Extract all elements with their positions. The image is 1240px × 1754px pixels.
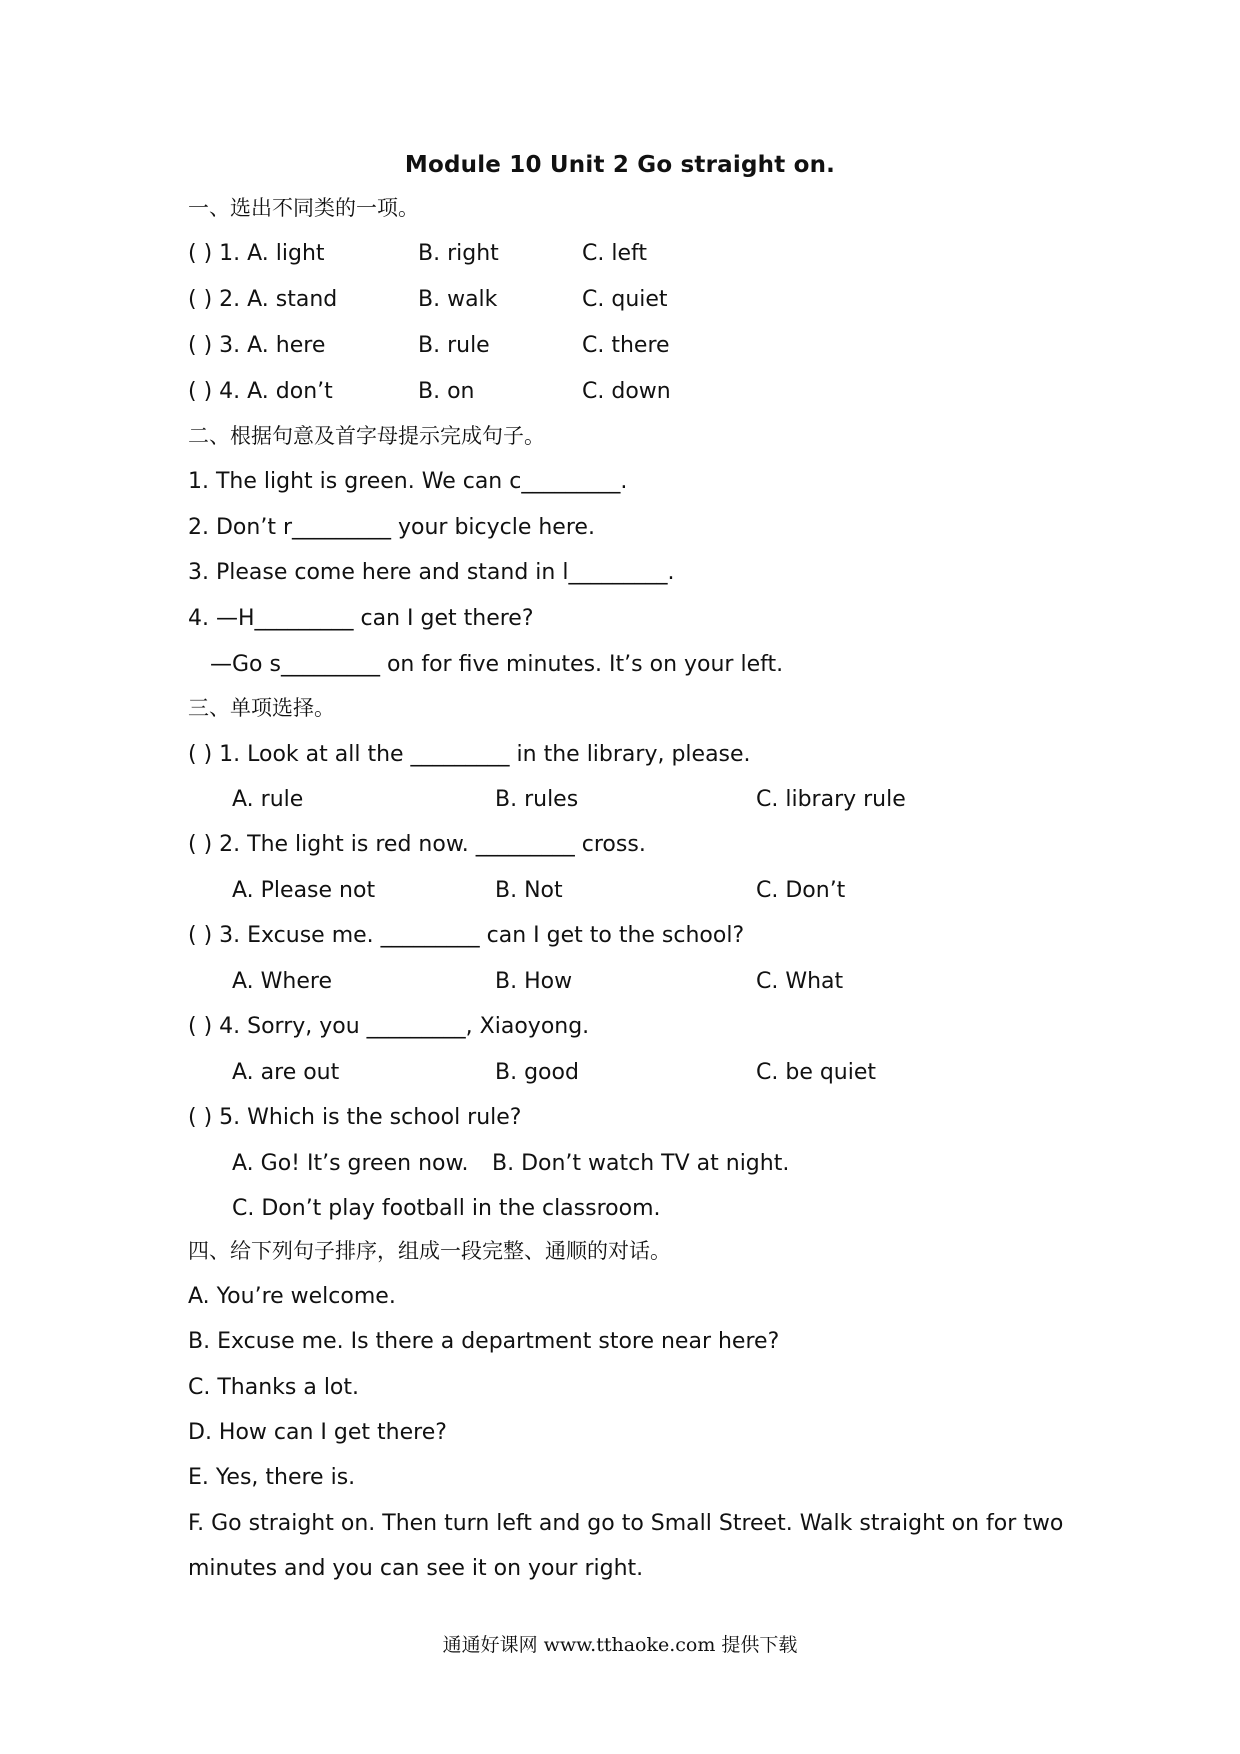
s2-line-1: 1. The light is green. We can c_________.	[188, 469, 628, 494]
s3-q1-c: C. library rule	[756, 787, 906, 812]
s1-item-3-b: B. rule	[418, 333, 490, 358]
s3-q3: ( ) 3. Excuse me. _________ can I get to the school?	[188, 923, 745, 948]
s3-q1: ( ) 1. Look at all the _________ in the library, please.	[188, 742, 751, 767]
s3-q4-b: B. good	[495, 1060, 579, 1085]
s4-line-a: A. You’re welcome.	[188, 1284, 396, 1309]
s1-item-4-b: B. on	[418, 379, 475, 404]
s4-line-d: D. How can I get there?	[188, 1420, 447, 1445]
s1-item-3-c: C. there	[582, 333, 670, 358]
s1-item-1-c: C. left	[582, 241, 647, 266]
s2-line-3: 3. Please come here and stand in l_________.	[188, 560, 675, 585]
s1-item-4-a: ( ) 4. A. don’t	[188, 379, 333, 404]
s3-q3-a: A. Where	[232, 969, 332, 994]
section2-heading: 二、根据句意及首字母提示完成句子。	[188, 424, 545, 448]
s3-q4: ( ) 4. Sorry, you _________, Xiaoyong.	[188, 1014, 590, 1039]
s4-line-e: E. Yes, there is.	[188, 1465, 356, 1490]
section3-heading: 三、单项选择。	[188, 696, 335, 720]
page-title: Module 10 Unit 2 Go straight on.	[404, 152, 836, 178]
s3-q2-c: C. Don’t	[756, 878, 846, 903]
s3-q5-a: A. Go! It’s green now.	[232, 1151, 469, 1176]
s1-item-1-a: ( ) 1. A. light	[188, 241, 325, 266]
s3-q3-b: B. How	[495, 969, 573, 994]
s3-q5-c: C. Don’t play football in the classroom.	[232, 1196, 661, 1221]
s1-item-3-a: ( ) 3. A. here	[188, 333, 326, 358]
s3-q1-b: B. rules	[495, 787, 579, 812]
s2-line-4: 4. —H_________ can I get there?	[188, 606, 534, 631]
s4-line-f-cont: minutes and you can see it on your right.	[188, 1556, 644, 1581]
s2-line-5: —Go s_________ on for five minutes. It’s on your left.	[210, 652, 784, 677]
s4-line-c: C. Thanks a lot.	[188, 1375, 360, 1400]
s2-line-2: 2. Don’t r_________ your bicycle here.	[188, 515, 595, 540]
s1-item-2-b: B. walk	[418, 287, 498, 312]
s3-q3-c: C. What	[756, 969, 844, 994]
s3-q2-b: B. Not	[495, 878, 563, 903]
s3-q5-b: B. Don’t watch TV at night.	[492, 1151, 790, 1176]
s3-q2-a: A. Please not	[232, 878, 376, 903]
s1-item-1-b: B. right	[418, 241, 499, 266]
section4-heading: 四、给下列句子排序，组成一段完整、通顺的对话。	[188, 1239, 671, 1263]
s1-item-4-c: C. down	[582, 379, 671, 404]
s3-q4-c: C. be quiet	[756, 1060, 877, 1085]
s1-item-2-c: C. quiet	[582, 287, 668, 312]
section1-heading: 一、选出不同类的一项。	[188, 196, 419, 220]
footer-credit: 通通好课网 www.tthaoke.com 提供下载	[442, 1634, 798, 1656]
s3-q4-a: A. are out	[232, 1060, 340, 1085]
s4-line-b: B. Excuse me. Is there a department store near here?	[188, 1329, 780, 1354]
s4-line-f: F. Go straight on. Then turn left and go to Small Street. Walk straight on for two	[188, 1511, 1064, 1536]
s3-q5: ( ) 5. Which is the school rule?	[188, 1105, 522, 1130]
s3-q2: ( ) 2. The light is red now. _________ cross.	[188, 832, 646, 857]
s1-item-2-a: ( ) 2. A. stand	[188, 287, 338, 312]
s3-q1-a: A. rule	[232, 787, 304, 812]
